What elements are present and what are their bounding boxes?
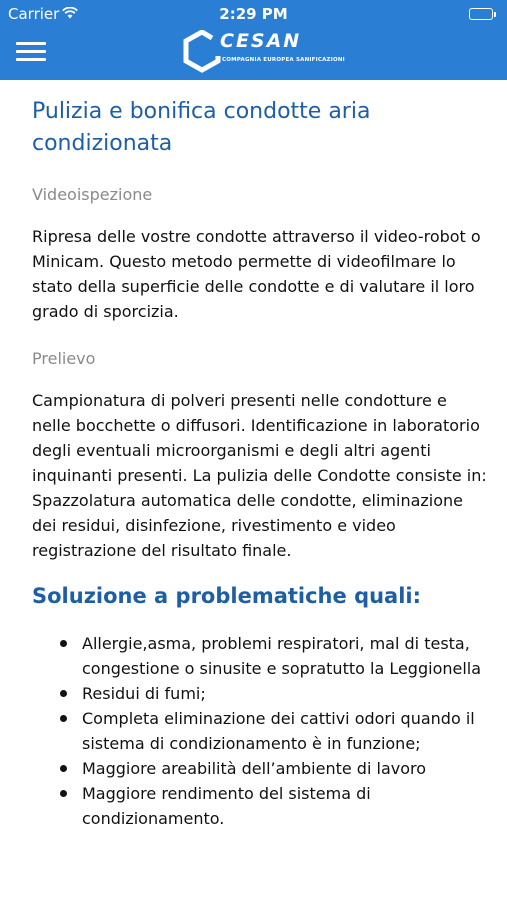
list-item: Allergie,asma, problemi respiratori, mal di testa, congestione o sinusite e sopratutto la Leggionella (32, 631, 487, 681)
section-text-videoispezione: Ripresa delle vostre condotte attraverso il video-robot o Minicam. Questo metodo permette di videofilmare lo stato della superficie delle condotte e di valutare il loro grado di sporcizia. (32, 227, 481, 321)
page-title: Pulizia e bonifica condotte aria condizionata (32, 99, 371, 156)
carrier-label: Carrier (8, 5, 60, 23)
cesan-logo (182, 30, 345, 76)
list-item: Completa eliminazione dei cattivi odori quando il sistema di condizionamento è in funzione; (32, 706, 487, 756)
brand-name: CESAN (220, 30, 302, 52)
clock-time: 2:29 PM (219, 5, 288, 23)
section-label-videoispezione: Videoispezione (32, 185, 153, 204)
list-item: Maggiore rendimento del sistema di condizionamento. (32, 781, 487, 831)
solutions-heading: Soluzione a problematiche quali: (32, 584, 422, 608)
app-header (0, 0, 507, 80)
main-content (32, 96, 487, 831)
status-bar (0, 0, 507, 28)
logo-hexagon-icon (182, 30, 222, 74)
section-label-prelievo: Prelievo (32, 349, 96, 368)
list-item: Maggiore areabilità dell’ambiente di lavoro (32, 756, 487, 781)
battery-icon (469, 8, 493, 20)
hamburger-menu-icon[interactable] (16, 40, 46, 64)
solutions-list (32, 631, 487, 831)
section-text-prelievo: Campionatura di polveri presenti nelle condotture e nelle bocchette o diffusori. Identificazione in laboratorio degli eventuali microorganismi e degli altri agenti inquinanti presenti. La pulizia delle Condotte consiste in: Spazzolatura automatica delle condotte, eliminazione dei residui, disinfezione, rivestimento e video registrazione del risultato finale. (32, 391, 487, 560)
brand-tagline: COMPAGNIA EUROPEA SANIFICAZIONI (222, 57, 345, 63)
list-item: Residui di fumi; (32, 681, 487, 706)
